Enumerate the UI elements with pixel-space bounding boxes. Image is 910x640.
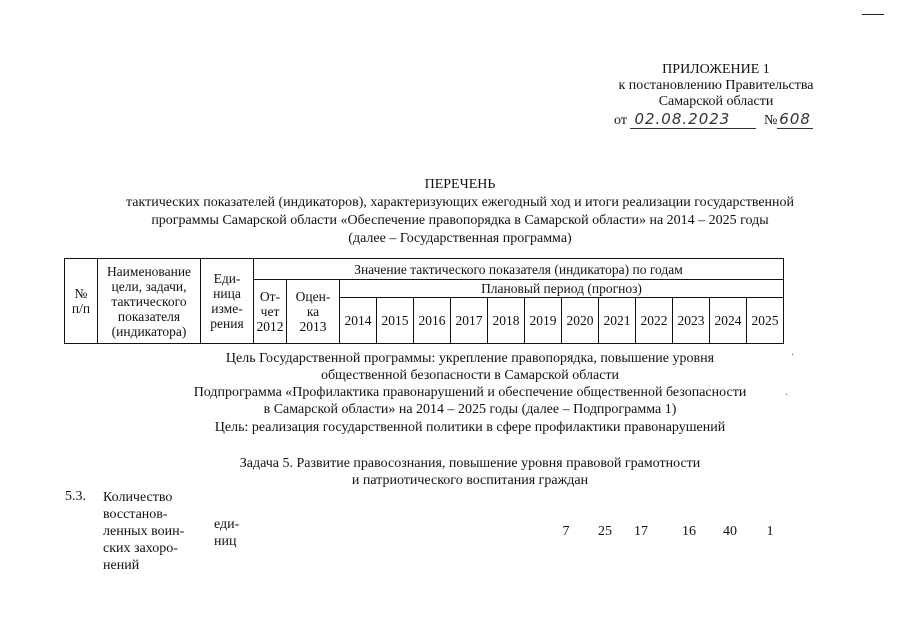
subprogram-goal — [120, 419, 820, 436]
row-value-2020: 7 — [562, 524, 570, 539]
subprogram-line-1: Подпрограмма «Профилактика правонарушений и обеспечение общественной безопасности — [193, 385, 747, 400]
task-line-1: Задача 5. Развитие правосознания, повышение уровня правовой грамотности — [239, 456, 701, 471]
scan-speck: · — [785, 390, 789, 401]
date-handwritten: 02.08.2023 — [630, 110, 756, 129]
row-value-2023: 16 — [682, 524, 696, 539]
document-title — [60, 176, 860, 248]
corner-mark — [862, 14, 884, 15]
row-indicator-name: Количество восстанов- ленных воин- ских захоро- нений — [103, 490, 185, 573]
header-year-2016: 2016 — [414, 298, 451, 344]
program-goal-line-1: Цель Государственной программы: укрепление правопорядка, повышение уровня — [225, 351, 715, 366]
header-col-number: № п/п — [65, 259, 98, 344]
appendix-block — [596, 62, 836, 110]
header-year-2021: 2021 — [599, 298, 636, 344]
header-col-estimate-2013: Оцен- ка 2013 — [287, 280, 340, 344]
header-plan-period: Плановый период (прогноз) — [340, 280, 784, 298]
header-values-by-year: Значение тактического показателя (индикатора) по годам — [254, 259, 784, 280]
number-handwritten: 608 — [779, 110, 811, 128]
title-line-1: тактических показателей (индикаторов), характеризующих ежегодный ход и итоги реализации государственной — [125, 195, 795, 210]
appendix-date-number — [614, 110, 813, 129]
number-prefix: № — [763, 113, 778, 128]
subprogram-title — [120, 384, 820, 418]
header-year-2017: 2017 — [451, 298, 488, 344]
header-col-name: Наименование цели, задачи, тактического показателя (индикатора) — [98, 259, 201, 344]
task-line-2: и патриотического воспитания граждан — [351, 473, 589, 488]
subprogram-goal-line: Цель: реализация государственной политики в сфере профилактики правонарушений — [214, 420, 726, 435]
header-year-2022: 2022 — [636, 298, 673, 344]
header-year-2023: 2023 — [673, 298, 710, 344]
title-line-2: программы Самарской области «Обеспечение правопорядка в Самарской области» на 2014 – 2025 годы — [151, 213, 769, 228]
row-value-2022: 17 — [634, 524, 648, 539]
appendix-resolution: к постановлению Правительства — [618, 78, 814, 93]
header-year-2014: 2014 — [340, 298, 377, 344]
header-col-report-2012: От- чет 2012 — [254, 280, 287, 344]
header-year-2025: 2025 — [747, 298, 784, 344]
indicator-table-header — [64, 258, 784, 344]
appendix-region: Самарской области — [658, 94, 774, 109]
header-year-2019: 2019 — [525, 298, 562, 344]
title-heading: ПЕРЕЧЕНЬ — [424, 177, 496, 192]
row-value-2021: 25 — [598, 524, 612, 539]
row-value-2024: 40 — [723, 524, 737, 539]
task-5 — [120, 455, 820, 489]
header-col-unit: Еди- ница изме- рения — [201, 259, 254, 344]
scan-speck: · — [791, 350, 795, 361]
program-goal — [120, 350, 820, 384]
row-number: 5.3. — [65, 489, 86, 504]
date-prefix: от — [614, 113, 627, 128]
program-goal-line-2: общественной безопасности в Самарской области — [320, 368, 620, 383]
header-year-2020: 2020 — [562, 298, 599, 344]
subprogram-line-2: в Самарской области» на 2014 – 2025 годы (далее – Подпрограмма 1) — [263, 402, 677, 417]
header-year-2015: 2015 — [377, 298, 414, 344]
row-value-2025: 1 — [766, 524, 774, 539]
row-unit: еди- ниц — [214, 517, 240, 549]
title-line-3: (далее – Государственная программа) — [348, 231, 572, 246]
header-year-2018: 2018 — [488, 298, 525, 344]
appendix-title: ПРИЛОЖЕНИЕ 1 — [662, 62, 770, 77]
header-year-2024: 2024 — [710, 298, 747, 344]
